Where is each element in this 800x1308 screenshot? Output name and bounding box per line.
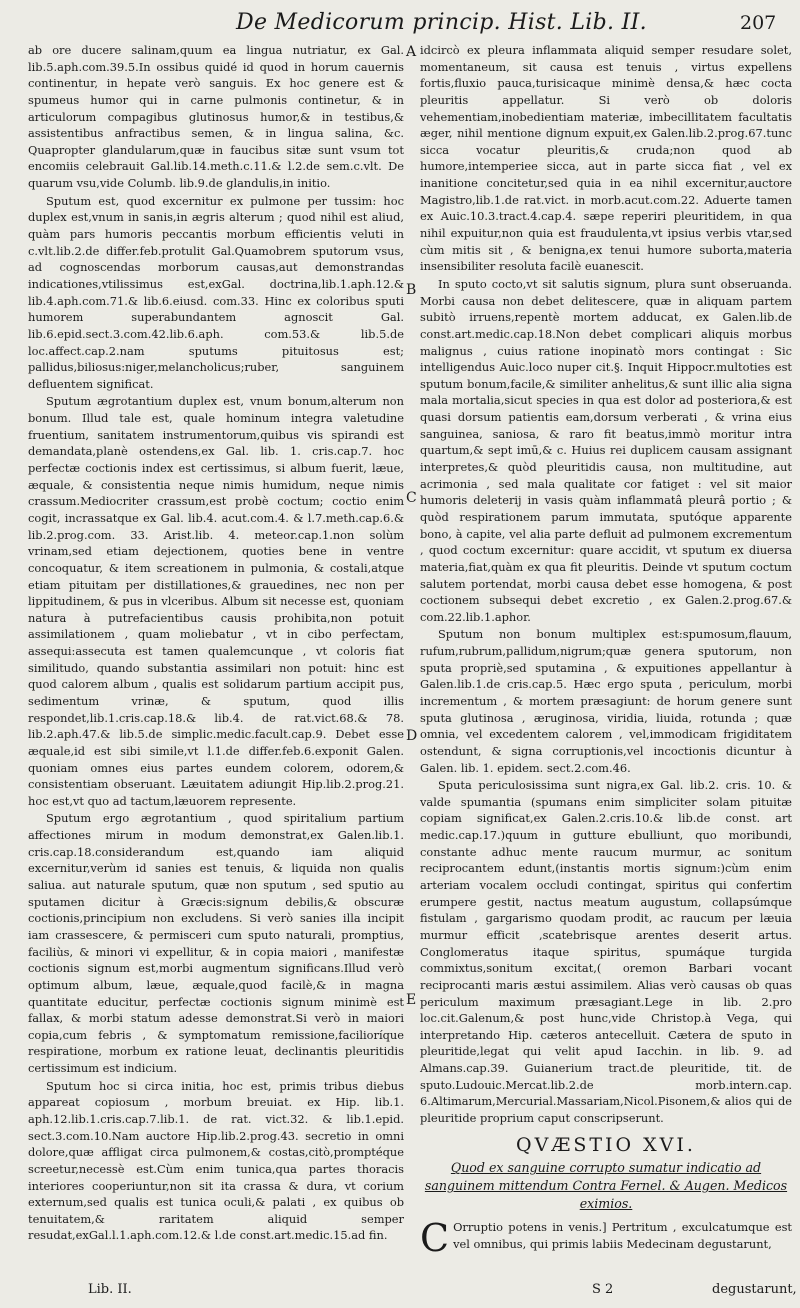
right-column — [420, 42, 792, 1261]
question-subheading: Quod ex sanguine corrupto sumatur indicatio ad sanguinem mittendum Contra Fernel. & Augen. Medicos eximios. — [424, 1160, 788, 1212]
opening-text: Orruptio potens in venis.] Pertritum , exculcatumque est vel omnibus, qui primis labiis Medecinam degustarunt, — [453, 1220, 792, 1251]
signature-mark: S 2 — [592, 1282, 614, 1297]
book-label: Lib. II. — [88, 1282, 132, 1297]
paragraph: ab ore ducere salinam,quum ea lingua nutriatur, ex Gal. lib.5.aph.com.39.5.In ossibus quidé id quod in horum cauernis continentur, in hepate verò sanguis. Ex hoc genere est & spumeus humor qui in carne pulmonis continetur, & in articulorum compagibus glutinosus humor,& in testibus,& assistentibus anfractibus semen, & in lingua salina, &c. Quapropter glandularum,quæ in faucibus sitæ sunt vsum tot encomiis celebrauit Gal.lib.14.meth.c.11.& l.2.de sem.c.vlt. De quarum vsu,vide Columb. lib.9.de glandulis,in initio. — [28, 43, 404, 191]
margin-letter-e: E — [406, 992, 417, 1008]
page-header — [0, 0, 800, 44]
margin-letter-c: C — [406, 490, 417, 506]
question-heading: QVÆSTIO XVI. — [516, 1133, 696, 1156]
paragraph: Sputum non bonum multiplex est:spumosum,flauum, rufum,rubrum,pallidum,nigrum;quæ genera sputorum, non sputa propriè,sed sputamina , & expuitiones appellantur à Galen.lib.1.de cris.cap.5. Hæc ergo sputa , periculum, morbi incrementum , & mortem præsagiunt: de horum genere sunt sputa glutinosa , æruginosa, viridia, liuida, rotunda ; quæ omnia, vel excedentem calorem , vel,immodicam frigiditatem ostendunt, & signa corruptionis,vel incoctionis dicuntur à Galen. lib. 1. epidem. sect.2.com.46. — [420, 627, 792, 775]
paragraph: idcircò ex pleura inflammata aliquid semper resudare solet, momentaneum, sit causa est tenuis , virtus expellens fortis,fluxio pauca,turisicaque minimè densa,& hæc cocta pleuritis appellatur. Si verò ob doloris vehementiam,inobedientiam materiæ, imbecillitatem facultatis æger, nihil mentione dignum expuit,ex Galen.lib.2.prog.67.tunc sicca vocatur pleuritis,& cruda;non quod ab humore,intemperiee sicca, aut in parte sicca fiat , vel ex inanitione concitetur,sed quia in ea nihil excernitur,auctore Magistro,lib.1.de rat.vict. in morb.acut.com.22. Aduerte tamen ex Auic.10.3.tract.4.cap.4. sæpe reperiri pleuritidem, in qua nihil expuitur,non quia est fraudulenta,vt ipsius verbis vtar,sed cùm mitis sit , & benigna,ex tenui humore suborta,materia insensibiliter resoluta facilè euanescit. — [420, 43, 792, 274]
paragraph: In sputo cocto,vt sit salutis signum, plura sunt obseruanda. Morbi causa non debet delitescere, quæ in aliquam partem subitò irruens,repentè mortem adducat, ex Galen.lib.de const.art.medic.cap.18.Non debet complicari aliquis morbus malignus , cuius ratione inopinatò mors contingat : Sic intelligendus Auic.loco nuper cit.§. Inquit Hippocr.multoties est sputum bonum,facile,& similiter anhelitus,& sunt illic alia signa mala mortalia,sicut species in qua est dolor ad posteriora,& est quasi dorsum patientis eam,dorsum verberati , & vrina eius sanguinea, saniosa, & raro fit beatus,immò moritur intra quartum,& sept imū,& c. Huius rei duplicem causam assignant interpretes,& quòd pleuritidis causa, non multitudine, aut acrimonia , sed mala qualitate cor fatiget : vel sit maior humoris deleterij in vasis quàm inflammatâ pleurâ portio ; & quòd respirationem parum immutata, sputóque apparente bono, à capite, vel alia parte defluit ad pulmonem excrementum , quod coctum excernitur: quare accidit, vt sputum ex diuersa materia,fiat,quàm ex qua fit pleuritis. Deinde vt sputum coctum salutem portendat, morbi causa debet esse homogena, & post coctionem subsequi debet excretio , ex Galen.2.prog.67.& com.22.lib.1.aphor. — [420, 276, 792, 624]
catchword: degustarunt, — [712, 1282, 797, 1297]
page-footer — [0, 1282, 800, 1306]
running-title: De Medicorum princip. Hist. Lib. II. — [236, 10, 647, 35]
left-column — [28, 42, 404, 1244]
margin-letter-a: A — [406, 44, 417, 60]
margin-letter-b: B — [406, 282, 417, 298]
paragraph: Sputum est, quod excernitur ex pulmone per tussim: hoc duplex est,vnum in sanis,in ægris alterum ; quod nihil est aliud, quàm pars humoris peccantis morbum efficientis veluti in c.vlt.lib.2.de differ.feb.protulit Gal.Quamobrem sputorum vsus, ad cognoscendas morborum causas,aut demonstrandas indicationes,vtilissimus est,exGal. doctrina,lib.1.aph.12.& lib.4.aph.com.71.& lib.6.eiusd. com.33. Hinc ex coloribus sputi humorem superabundantem agnoscit Gal. lib.6.epid.sect.3.com.42.lib.6.aph. com.53.& lib.5.de loc.affect.cap.2.nam sputums pituitosus est; pallidus,biliosus:niger,melancholicus;ruber, sanguinem defluentem significat. — [28, 193, 404, 391]
dropcap-letter: C — [420, 1216, 450, 1261]
paragraph: Sputum hoc si circa initia, hoc est, primis tribus diebus appareat copiosum , morbum breuiat. ex Hip. lib.1. aph.12.lib.1.cris.cap.7.lib.1. de rat. vict.32. & lib.1.epid. sect.3.com.10.Nam auctore Hip.lib.2.prog.43. secretio in omni dolore,quæ affligat circa pulmonem,& costas,citò,promptéque screetur,necessè est.Cùm enim tunica,qua partes thoracis interiores cooperiuntur,non sit ita crassa & dura, vt corium externum,sed qualis est tunica oculi,& palati , ex quibus ob tenuitatem,& raritatem aliquid semper resudat,exGal.l.1.aph.com.12.& l.de const.art.medic.15.ad fin. — [28, 1078, 404, 1243]
paragraph: Sputa periculosissima sunt nigra,ex Gal. lib.2. cris. 10. & valde spumantia (spumans enim simpliciter solam pituitæ copiam significat,ex Galen.2.cris.10.& lib.de const. art medic.cap.17.)quum in gutture ebulliunt, quo moribundi, constante adhuc mente raucum murmur, ac sonitum reciprocantem edunt,(instantis mortis signum:)cùm enim arteriam vocalem occludi contingat, spiritus qui confertim erumpere gestit, nactus meatum augustum, collapsúmque fistulam , gargarismo quodam prodit, ac raucum per læuia murmur efficit ,scatebrisque arentes deserit artus. Conglomeratus itaque spiritus, spumáque turgida commixtus,sonitum excitat,( oremon Barbari vocant reciprocanti maris æstui assimilem. Alias verò causas ob quas periculum maximum præsagiant.Lege in lib. 2.pro loc.cit.Galenum,& post hunc,vide Christop.à Vega, qui interpretando Hip. cæteros antecelluit. Cætera de sputo in pleuritide,legat qui velit apud Iacchin. in lib. 9. ad Almans.cap.39. Guianerium tract.de pleuritide, tit. de sputo.Ludouic.Mercat.lib.2.de morb.intern.cap. 6.Altimarum,Mercurial.Massariam,Nicol.Pisonem,& alios qui de pleuritide proprium caput conscripserunt. — [420, 778, 792, 1125]
margin-letter-d: D — [406, 728, 418, 744]
page-number: 207 — [740, 12, 777, 34]
paragraph: Sputum ergo ægrotantium , quod spiritalium partium affectiones mirum in modum demonstrat,ex Galen.lib.1. cris.cap.18.considerandum est,quando iam aliquid excernitur,verùm id sanies est tenuis, & liquida non qualis saliua. aut naturale sputum, quæ non sputum , sed sputio au sputamen dicitur à Græcis:signum debilis,& obscuræ coctionis,principium non excludens. Si verò sanies illa incipit iam crassescere, & permisceri cum sputo naturali, promptius, faciliùs, & minori vi expellitur, & in copia maiori , manifestæ coctionis signum est,morbi augmentum significans.Illud verò optimum album, læue, æquale,quod facilè,& in magna quantitate educitur, perfectæ coctionis signum minimè est fallax, & morbi statum adesse demonstrat.Si verò in maiori copia,cum febris , & symptomatum remissione,facilioríque respiratione, morbum ex ratione leuat, declinantis pleuritidis certissimum est indicium. — [28, 811, 404, 1076]
opening-paragraph — [420, 1216, 792, 1261]
paragraph: Sputum ægrotantium duplex est, vnum bonum,alterum non bonum. Illud tale est, quale hominum integra valetudine fruentium, sanitatem instrumentorum,quibus vis spirandi est demandata,planè ostendens,ex Gal. lib. 1. cris.cap.7. hoc perfectæ coctionis index est certissimus, si album fuerit, læue, æquale, & consistentia neque nimis humidum, neque nimis crassum.Mediocriter crassum,est probè coctum; coctio enim cogit, incrassatque ex Gal. lib.4. acut.com.4. & l.7.meth.cap.6.& lib.2.prog.com. 33. Arist.lib. 4. meteor.cap.1.non solùm vrinam,sed etiam dejectionem, quoties bene in ventre concoquatur, & item screationem in pulmonia, & costali,atque etiam pituitam per distillationes,& grauedines, nec non per lippitudinem, & pus in vlceribus. Album sit necesse est, quoniam natura à putrefacientibus causis prohibita,non potuit assimilationem , quam moliebatur , vt in cibo perfectam, assequi:assecuta est tamen qualemcunque , vt coloris fiat similitudo, quando substantia assimilari non potuit: hinc est quod calorem album , qualis est solidarum partium accipit pus, sedimentum vrinæ, & sputum, quod illis respondet,lib.1.cris.cap.18.& lib.4. de rat.vict.68.& 78. lib.2.aph.47.& lib.5.de simplic.medic.facult.cap.9. Debet esse æquale,id est sibi simile,vt l.1.de differ.feb.6.exponit Galen. quoniam omnes eius partes eundem colorem, odorem,& consistentiam obseruant. Læuitatem adiungit Hip.lib.2.prog.21. hoc est,vt quo ad tactum,læuorem represente. — [28, 394, 404, 808]
